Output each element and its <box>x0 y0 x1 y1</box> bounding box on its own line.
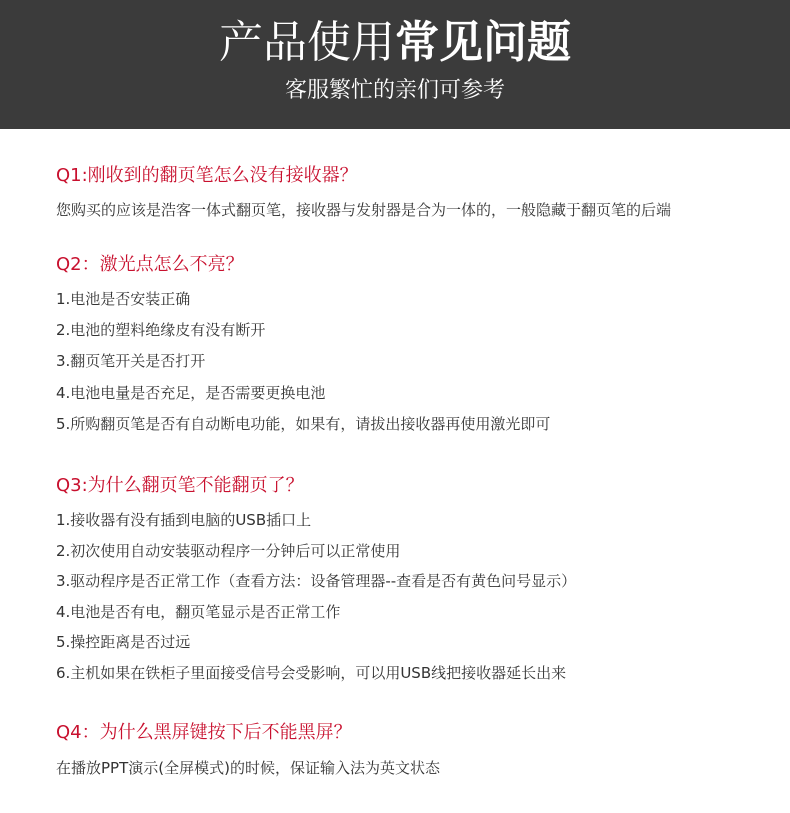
faq-answer-line: 1.电池是否安装正确 <box>56 290 191 308</box>
faq-question: Q2：激光点怎么不亮？ <box>56 254 244 275</box>
faq-answer-line: 5.所购翻页笔是否有自动断电功能，如果有，请拔出接收器再使用激光即可 <box>56 415 551 433</box>
page-title-light: 产品使用 <box>219 17 395 68</box>
faq-question: Q3:为什么翻页笔不能翻页了？ <box>56 475 304 496</box>
faq-answer-line: 4.电池是否有电，翻页笔显示是否正常工作 <box>56 603 341 621</box>
page-subtitle: 客服繁忙的亲们可参考 <box>284 78 505 103</box>
faq-question: Q4：为什么黑屏键按下后不能黑屏？ <box>56 722 352 743</box>
faq-answer-line: 2.电池的塑料绝缘皮有没有断开 <box>56 321 266 339</box>
faq-answer-line: 在播放PPT演示(全屏模式)的时候，保证输入法为英文状态 <box>56 759 440 777</box>
faq-answer-line: 3.驱动程序是否正常工作（查看方法：设备管理器--查看是否有黄色问号显示） <box>56 572 577 590</box>
page-title <box>0 14 790 72</box>
faq-answer-line: 5.操控距离是否过远 <box>56 633 191 651</box>
page-title-bold: 常见问题 <box>395 17 571 68</box>
faq-answer-line: 2.初次使用自动安装驱动程序一分钟后可以正常使用 <box>56 542 401 560</box>
faq-answer-line: 6.主机如果在铁柜子里面接受信号会受影响，可以用USB线把接收器延长出来 <box>56 664 567 682</box>
faq-answer-line: 您购买的应该是浩客一体式翻页笔，接收器与发射器是合为一体的，一般隐藏于翻页笔的后端 <box>56 201 672 219</box>
faq-answer-line: 3.翻页笔开关是否打开 <box>56 352 206 370</box>
faq-answer-line: 1.接收器有没有插到电脑的USB插口上 <box>56 511 312 529</box>
faq-answer-line: 4.电池电量是否充足，是否需要更换电池 <box>56 384 326 402</box>
faq-question: Q1:刚收到的翻页笔怎么没有接收器？ <box>56 165 358 186</box>
header-banner <box>0 0 790 129</box>
